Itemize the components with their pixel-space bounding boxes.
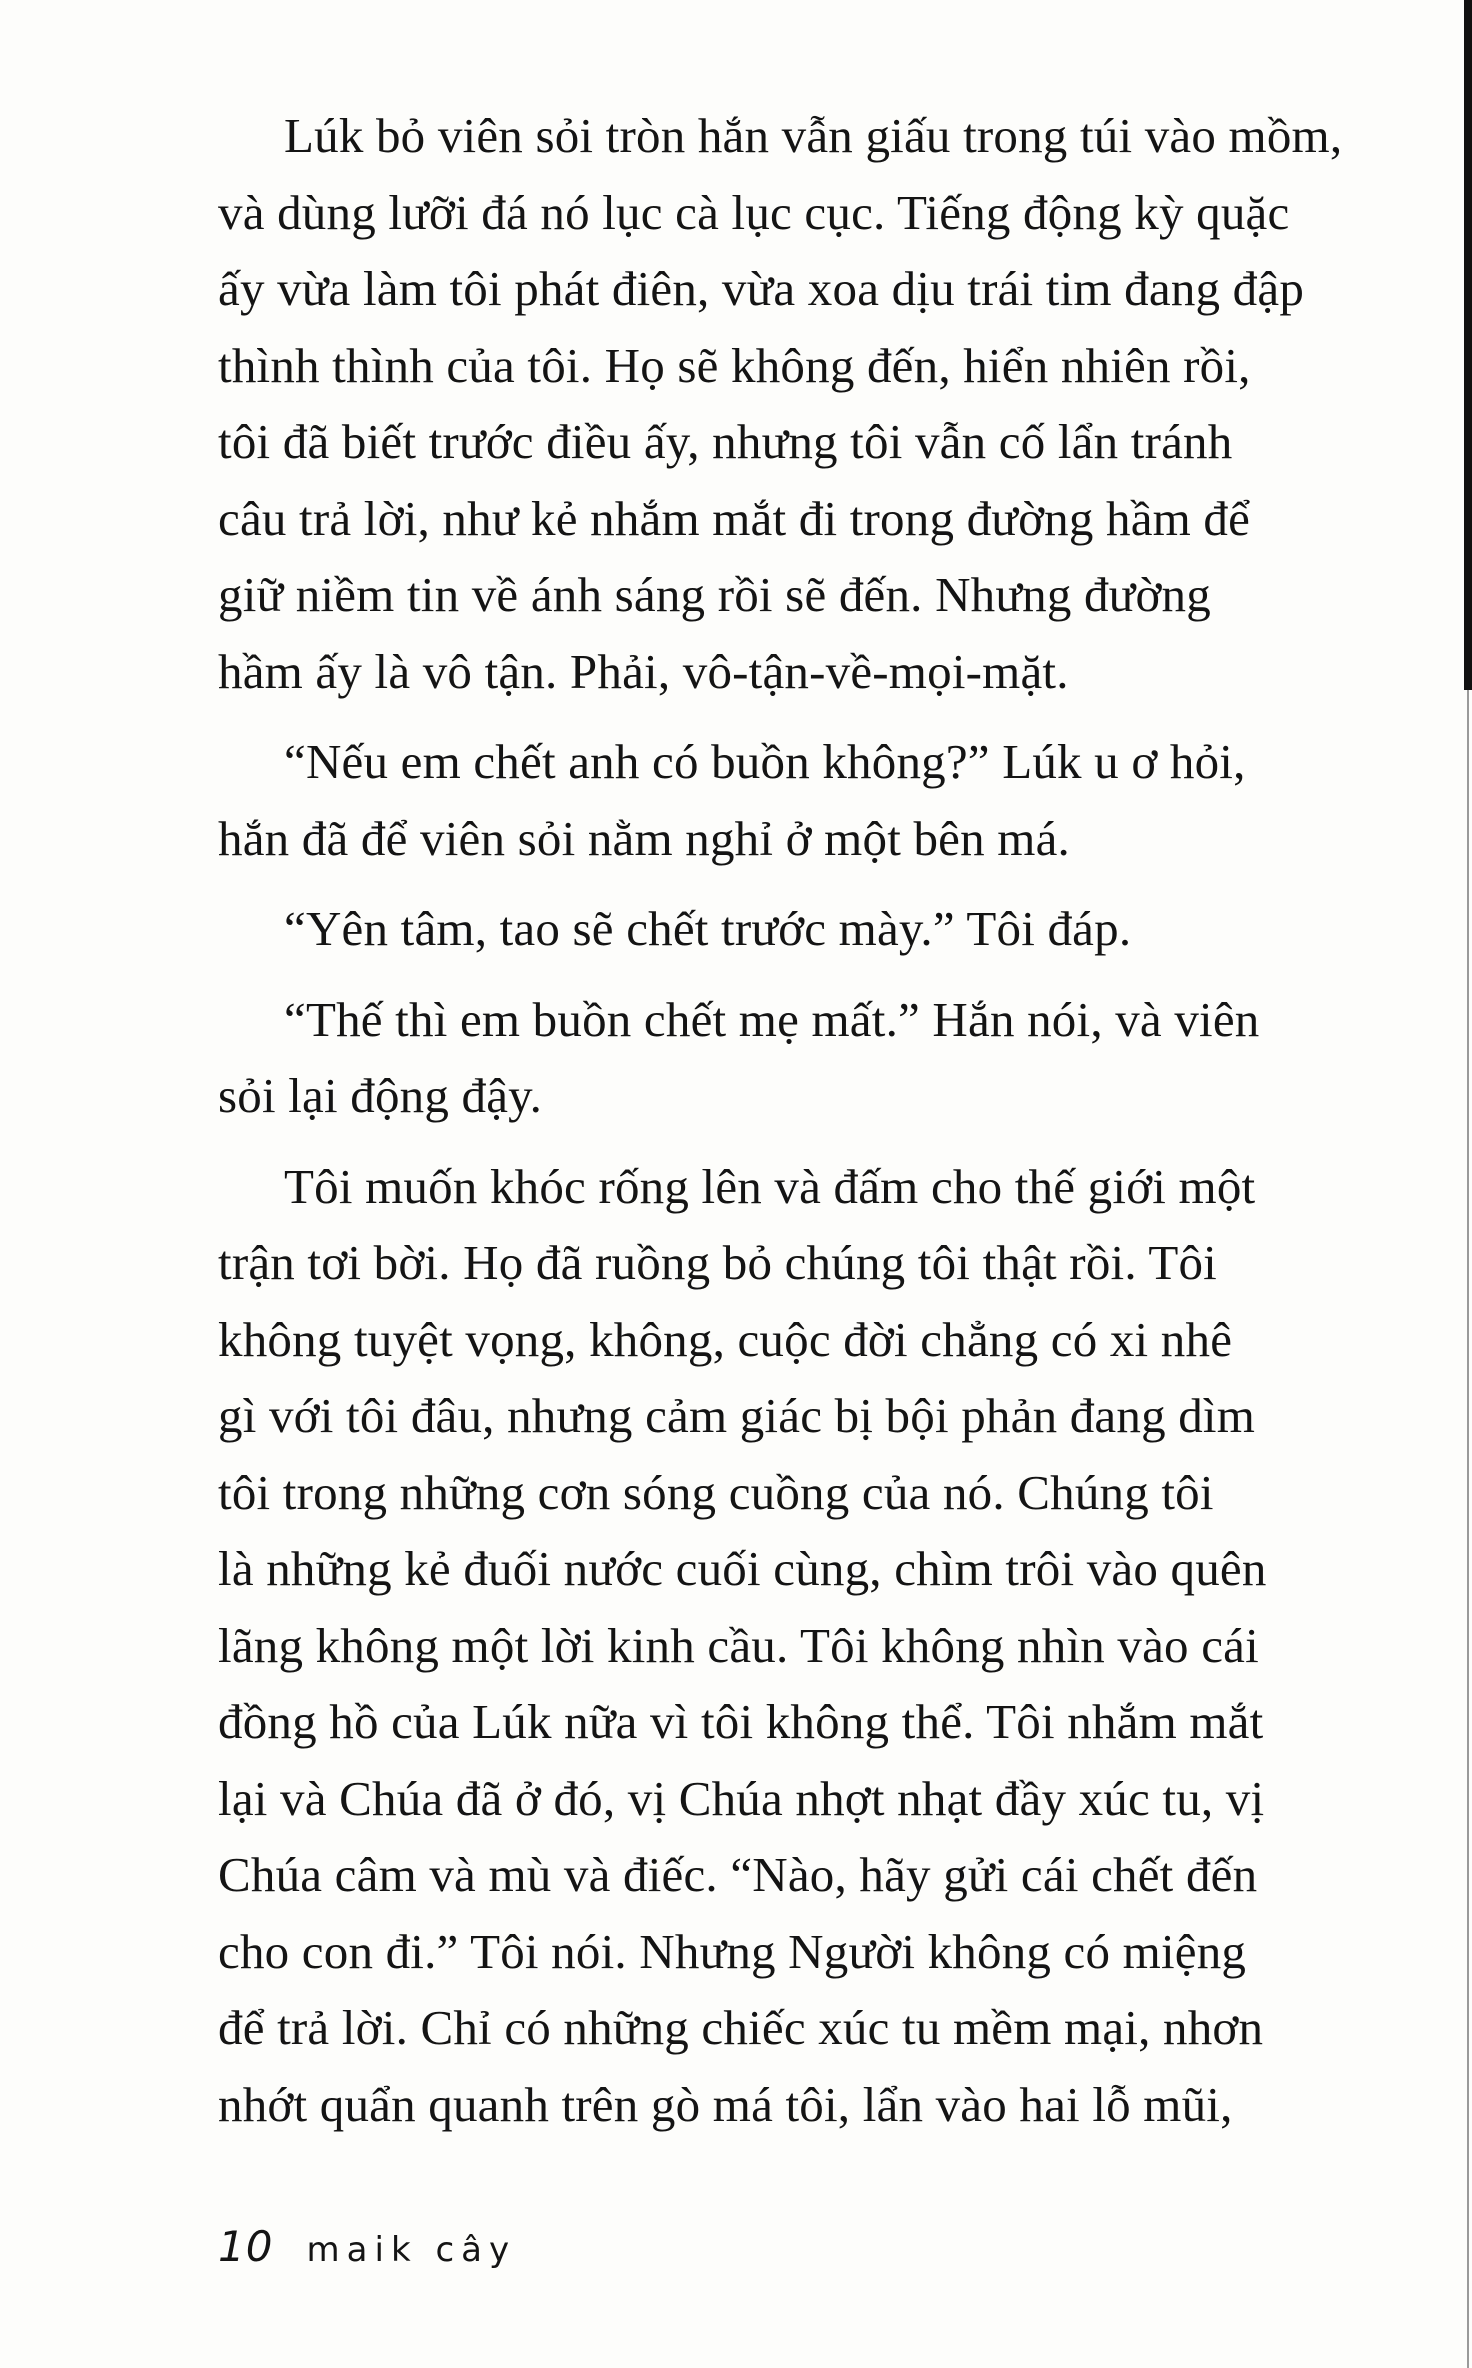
page-number: 10 [218, 2222, 274, 2271]
body-text [218, 98, 1418, 2143]
text-line: ấy vừa làm tôi phát điên, vừa xoa dịu trái tim đang đập [218, 261, 1305, 316]
paragraph-5 [218, 1149, 1418, 2144]
text-line: Chúa câm và mù và điếc. “Nào, hãy gửi cái chết đến [218, 1847, 1258, 1902]
scan-edge-line [1467, 690, 1469, 2368]
paragraph-gap [218, 877, 1418, 891]
text-line: thình thình của tôi. Họ sẽ không đến, hiển nhiên rồi, [218, 337, 1251, 393]
text-line: không tuyệt vọng, không, cuộc đời chẳng có xi nhê [218, 1311, 1233, 1367]
text-line: nhớt quẩn quanh trên gò má tôi, lẩn vào hai lỗ mũi, [218, 2076, 1233, 2132]
paragraph-1 [218, 98, 1418, 710]
text-line: giữ niềm tin về ánh sáng rồi sẽ đến. Nhưng đường [218, 567, 1211, 622]
text-line: câu trả lời, như kẻ nhắm mắt đi trong đường hầm để [218, 490, 1251, 546]
text-line: cho con đi.” Tôi nói. Nhưng Người không có miệng [218, 1923, 1247, 1979]
text-line: gì với tôi đâu, nhưng cảm giác bị bội phản đang dìm [218, 1388, 1256, 1443]
text-line: lãng không một lời kinh cầu. Tôi không nhìn vào cái [218, 1617, 1259, 1673]
running-title: maik cây [306, 2230, 517, 2270]
paragraph-gap [218, 968, 1418, 982]
text-line: lại và Chúa đã ở đó, vị Chúa nhợt nhạt đầy xúc tu, vị [218, 1770, 1265, 1826]
page-footer [218, 2222, 516, 2271]
text-line: là những kẻ đuối nước cuối cùng, chìm trôi vào quên [218, 1541, 1267, 1596]
text-line: hầm ấy là vô tận. Phải, vô-tận-về-mọi-mặt. [218, 643, 1069, 699]
text-line: sỏi lại động đậy. [218, 1068, 543, 1123]
text-line: hắn đã để viên sỏi nằm nghỉ ở một bên má. [218, 810, 1070, 866]
paragraph-4 [218, 982, 1418, 1135]
text-line: Tôi muốn khóc rống lên và đấm cho thế giới một [284, 1158, 1256, 1214]
paragraph-gap [218, 710, 1418, 724]
paragraph-3 [218, 891, 1418, 968]
text-line: và dùng lưỡi đá nó lục cà lục cục. Tiếng động kỳ quặc [218, 184, 1290, 240]
paragraph-gap [218, 1135, 1418, 1149]
paragraph-2 [218, 724, 1418, 877]
text-line: trận tơi bời. Họ đã ruồng bỏ chúng tôi thật rồi. Tôi [218, 1235, 1217, 1290]
text-line: đồng hồ của Lúk nữa vì tôi không thể. Tôi nhắm mắt [218, 1694, 1264, 1749]
text-line: “Nếu em chết anh có buồn không?” Lúk u ơ hỏi, [284, 734, 1246, 789]
text-line: tôi đã biết trước điều ấy, nhưng tôi vẫn cố lẩn tránh [218, 414, 1233, 469]
text-line: Lúk bỏ viên sỏi tròn hắn vẫn giấu trong túi vào mồm, [284, 108, 1343, 163]
scan-edge-shadow [1464, 0, 1472, 690]
text-line: “Thế thì em buồn chết mẹ mất.” Hắn nói, và viên [284, 991, 1260, 1047]
text-line: để trả lời. Chỉ có những chiếc xúc tu mềm mại, nhơn [218, 2000, 1264, 2055]
text-line: “Yên tâm, tao sẽ chết trước mày.” Tôi đáp. [284, 901, 1132, 956]
text-line: tôi trong những cơn sóng cuồng của nó. Chúng tôi [218, 1464, 1214, 1520]
